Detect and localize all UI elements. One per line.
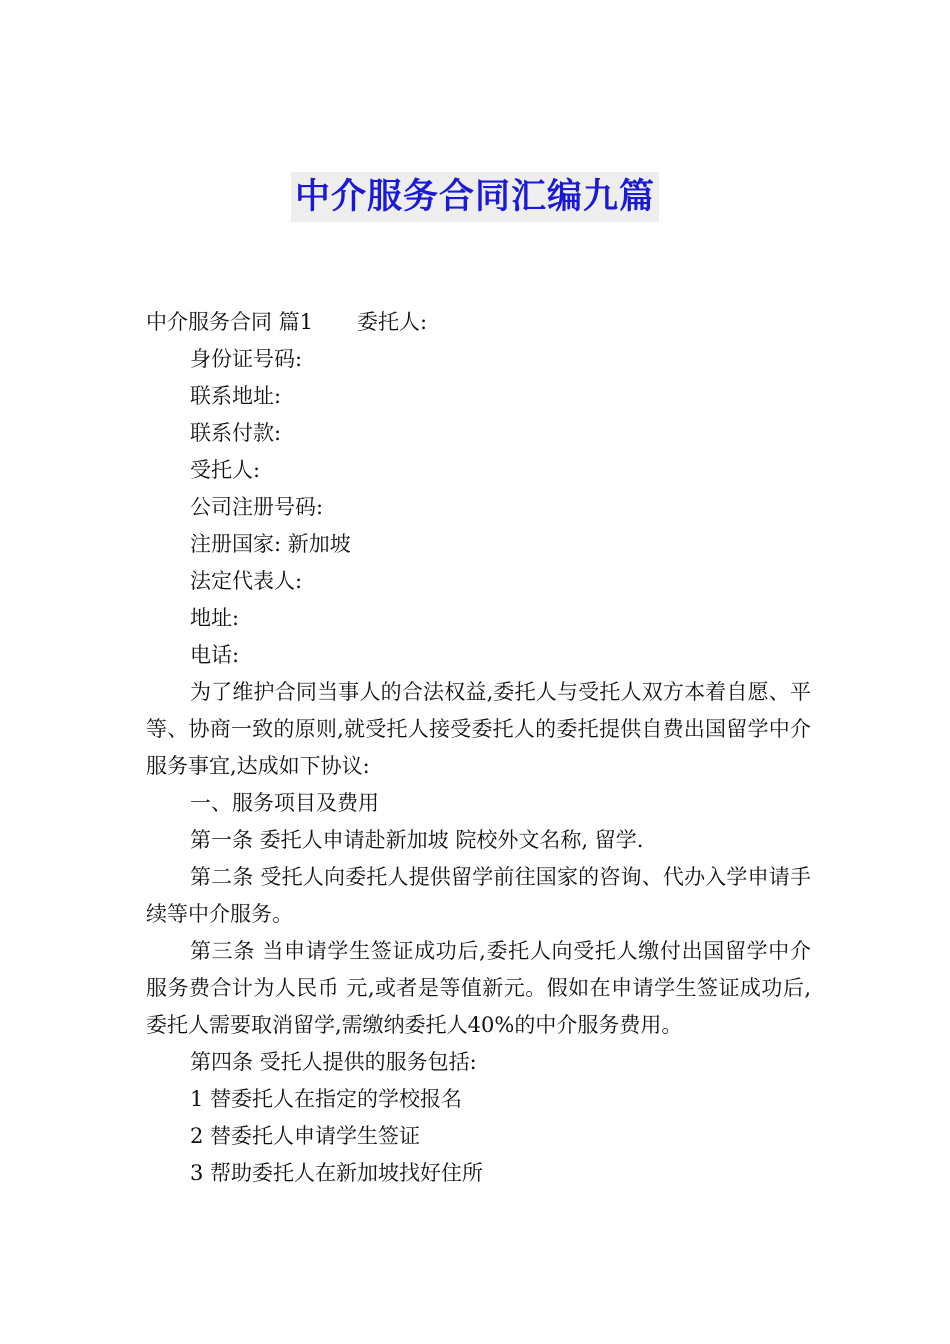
field-legal-rep: 法定代表人: [190,569,303,593]
preamble-paragraph: 为了维护合同当事人的合法权益,委托人与受托人双方本着自愿、平等、协商一致的原则,就受托人接受委托人的委托提供自费出国留学中介服务事宜,达成如下协议: [146,680,811,778]
field-trustee: 受托人: [190,458,261,482]
section-label: 中介服务合同 篇1 [146,310,314,334]
field-contact-address: 联系地址: [190,384,282,408]
document-title-text: 中介服务合同汇编九篇 [291,172,659,222]
party-label-client: 委托人: [357,310,428,334]
document-body [146,304,811,1192]
document-title [0,172,950,222]
field-reg-country: 注册国家: 新加坡 [190,532,351,556]
article-one: 第一条 委托人申请赴新加坡 院校外文名称, 留学. [190,828,644,852]
service-item-2: 2 替委托人申请学生签证 [190,1124,421,1148]
article-four: 第四条 受托人提供的服务包括: [190,1050,477,1074]
section-heading-line [146,304,811,341]
field-company-reg-number: 公司注册号码: [190,495,324,519]
article-three: 第三条 当申请学生签证成功后,委托人向受托人缴付出国留学中介服务费合计为人民币 元,或者是等值新元。假如在申请学生签证成功后,委托人需要取消留学,需缴纳委托人40%的中介服务费用。 [146,939,811,1037]
service-item-1: 1 替委托人在指定的学校报名 [190,1087,463,1111]
article-two: 第二条 受托人向委托人提供留学前往国家的咨询、代办入学申请手续等中介服务。 [146,865,811,926]
field-id-number: 身份证号码: [190,347,303,371]
section-one-heading: 一、服务项目及费用 [190,791,379,815]
field-contact-payment: 联系付款: [190,421,282,445]
field-phone: 电话: [190,643,240,667]
service-item-3: 3 帮助委托人在新加坡找好住所 [190,1161,484,1185]
field-address: 地址: [190,606,240,630]
